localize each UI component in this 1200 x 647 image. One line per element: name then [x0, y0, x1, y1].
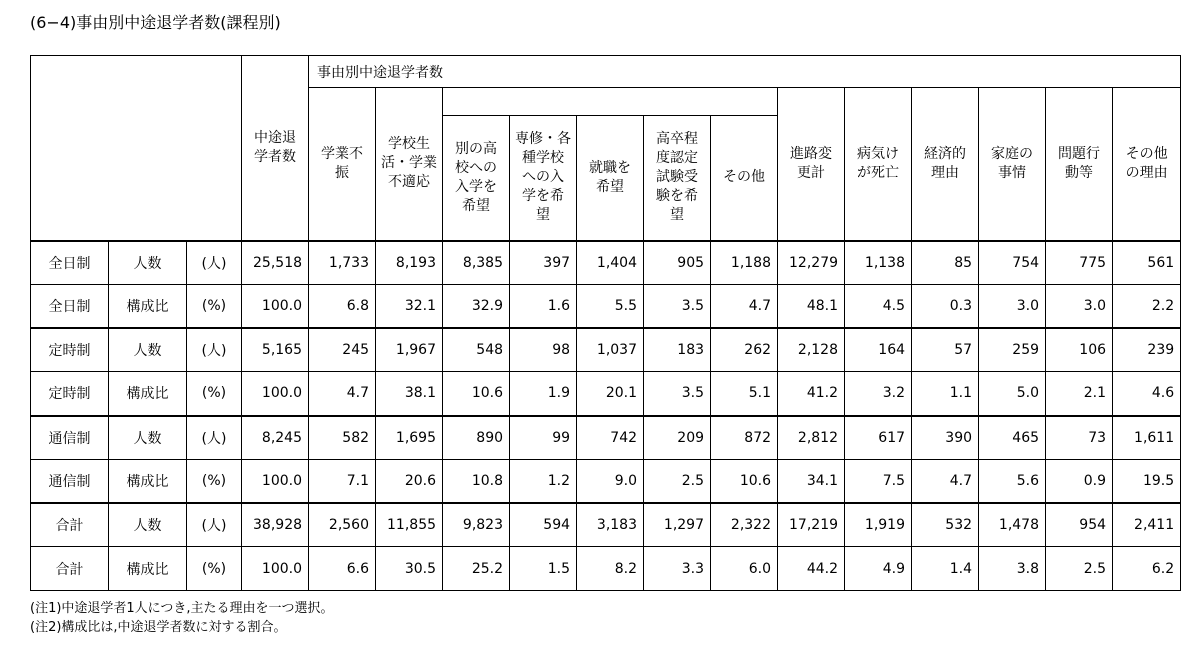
data-cell: 754	[979, 241, 1046, 285]
data-cell: 6.8	[309, 284, 376, 328]
data-cell: 20.6	[376, 459, 443, 503]
row-measure-cell: 人数	[109, 416, 187, 460]
data-cell: 594	[510, 503, 577, 547]
row-course-cell: 合計	[31, 547, 109, 591]
data-cell: 5.0	[979, 372, 1046, 416]
data-cell: 1,695	[376, 416, 443, 460]
row-measure-cell: 人数	[109, 328, 187, 372]
row-course-cell: 全日制	[31, 284, 109, 328]
row-total-cell: 100.0	[242, 284, 309, 328]
data-cell: 245	[309, 328, 376, 372]
data-cell: 30.5	[376, 547, 443, 591]
data-cell: 106	[1046, 328, 1113, 372]
row-total-cell: 100.0	[242, 459, 309, 503]
table-row	[31, 416, 1181, 460]
data-cell: 4.7	[711, 284, 778, 328]
data-cell: 6.0	[711, 547, 778, 591]
corner-header-cell	[31, 56, 242, 241]
col-header-label: 学校生 活・学業 不適応	[381, 136, 438, 191]
data-cell: 9.0	[577, 459, 644, 503]
data-cell: 32.1	[376, 284, 443, 328]
col-header-equivalency-exam	[644, 116, 711, 241]
row-unit-cell: (人)	[187, 503, 242, 547]
data-cell: 262	[711, 328, 778, 372]
data-cell: 4.9	[845, 547, 912, 591]
footnote-2: (注2)構成比は,中途退学者数に対する割合。	[30, 620, 287, 635]
col-header-school-maladjustment	[376, 88, 443, 241]
data-cell: 1,919	[845, 503, 912, 547]
row-measure-cell: 人数	[109, 241, 187, 285]
data-cell: 905	[644, 241, 711, 285]
data-cell: 10.6	[443, 372, 510, 416]
data-cell: 9,823	[443, 503, 510, 547]
data-cell: 4.7	[912, 459, 979, 503]
table-row	[31, 372, 1181, 416]
col-header-label: 進路変 更計	[790, 145, 833, 181]
col-header-label: 学業不 振	[321, 145, 364, 181]
row-total-cell: 8,245	[242, 416, 309, 460]
data-cell: 5.6	[979, 459, 1046, 503]
data-cell: 34.1	[778, 459, 845, 503]
data-cell: 7.5	[845, 459, 912, 503]
data-cell: 1.2	[510, 459, 577, 503]
data-cell: 98	[510, 328, 577, 372]
table-row	[31, 547, 1181, 591]
row-measure-cell: 構成比	[109, 459, 187, 503]
data-cell: 1,037	[577, 328, 644, 372]
col-header-label: 病気け が死亡	[857, 145, 900, 181]
data-cell: 38.1	[376, 372, 443, 416]
data-cell: 954	[1046, 503, 1113, 547]
data-cell: 2,411	[1113, 503, 1181, 547]
footnotes	[30, 599, 334, 637]
row-unit-cell: (%)	[187, 547, 242, 591]
data-cell: 872	[711, 416, 778, 460]
data-cell: 3.0	[1046, 284, 1113, 328]
data-cell: 99	[510, 416, 577, 460]
data-cell: 3,183	[577, 503, 644, 547]
data-cell: 41.2	[778, 372, 845, 416]
data-cell: 3.5	[644, 372, 711, 416]
data-cell: 164	[845, 328, 912, 372]
data-cell: 1,478	[979, 503, 1046, 547]
col-header-career-change-total	[778, 88, 845, 241]
table-row	[31, 328, 1181, 372]
data-cell: 3.8	[979, 547, 1046, 591]
row-total-cell: 38,928	[242, 503, 309, 547]
col-header-vocational-school	[510, 116, 577, 241]
col-header-label: 経済的 理由	[924, 145, 967, 181]
data-cell: 2,128	[778, 328, 845, 372]
data-cell: 11,855	[376, 503, 443, 547]
data-cell: 1,733	[309, 241, 376, 285]
col-header-other-reasons	[1113, 88, 1181, 241]
row-unit-cell: (人)	[187, 328, 242, 372]
data-cell: 6.6	[309, 547, 376, 591]
data-cell: 3.3	[644, 547, 711, 591]
row-course-cell: 全日制	[31, 241, 109, 285]
col-header-label: その他	[723, 169, 766, 186]
row-course-cell: 通信制	[31, 459, 109, 503]
data-cell: 8,385	[443, 241, 510, 285]
data-cell: 2,812	[778, 416, 845, 460]
total-dropouts-header-label: 中途退 学者数	[254, 129, 297, 165]
data-cell: 12,279	[778, 241, 845, 285]
data-cell: 10.6	[711, 459, 778, 503]
table-row	[31, 459, 1181, 503]
data-cell: 8,193	[376, 241, 443, 285]
row-total-cell: 5,165	[242, 328, 309, 372]
data-cell: 2.1	[1046, 372, 1113, 416]
data-cell: 1.9	[510, 372, 577, 416]
data-cell: 6.2	[1113, 547, 1181, 591]
data-cell: 582	[309, 416, 376, 460]
row-course-cell: 通信制	[31, 416, 109, 460]
data-cell: 1,611	[1113, 416, 1181, 460]
data-cell: 617	[845, 416, 912, 460]
data-cell: 19.5	[1113, 459, 1181, 503]
row-total-cell: 100.0	[242, 547, 309, 591]
data-cell: 1,297	[644, 503, 711, 547]
row-measure-cell: 人数	[109, 503, 187, 547]
col-header-family	[979, 88, 1046, 241]
data-cell: 183	[644, 328, 711, 372]
data-cell: 10.8	[443, 459, 510, 503]
data-cell: 44.2	[778, 547, 845, 591]
data-cell: 1,404	[577, 241, 644, 285]
row-unit-cell: (人)	[187, 241, 242, 285]
row-unit-cell: (人)	[187, 416, 242, 460]
col-header-illness-death	[845, 88, 912, 241]
data-cell: 775	[1046, 241, 1113, 285]
row-unit-cell: (%)	[187, 284, 242, 328]
data-cell: 209	[644, 416, 711, 460]
row-measure-cell: 構成比	[109, 284, 187, 328]
data-cell: 465	[979, 416, 1046, 460]
career-change-subgroup-bracket	[443, 88, 778, 116]
data-cell: 2.2	[1113, 284, 1181, 328]
row-course-cell: 定時制	[31, 328, 109, 372]
col-header-behavior	[1046, 88, 1113, 241]
data-cell: 2.5	[644, 459, 711, 503]
row-total-cell: 100.0	[242, 372, 309, 416]
table-row	[31, 284, 1181, 328]
data-cell: 742	[577, 416, 644, 460]
data-cell: 532	[912, 503, 979, 547]
row-unit-cell: (%)	[187, 459, 242, 503]
data-cell: 32.9	[443, 284, 510, 328]
col-header-other-high-school	[443, 116, 510, 241]
total-dropouts-header	[242, 56, 309, 241]
row-measure-cell: 構成比	[109, 547, 187, 591]
page-title: (6−4)事由別中途退学者数(課程別)	[30, 13, 281, 32]
data-cell: 2,322	[711, 503, 778, 547]
col-header-poor-grades	[309, 88, 376, 241]
row-total-cell: 25,518	[242, 241, 309, 285]
data-cell: 57	[912, 328, 979, 372]
data-cell: 85	[912, 241, 979, 285]
data-cell: 4.6	[1113, 372, 1181, 416]
col-header-employment	[577, 116, 644, 241]
data-cell: 2.5	[1046, 547, 1113, 591]
col-header-label: 別の高 校への 入学を 希望	[455, 140, 498, 214]
data-cell: 548	[443, 328, 510, 372]
data-cell: 259	[979, 328, 1046, 372]
col-header-other-career	[711, 116, 778, 241]
data-cell: 17,219	[778, 503, 845, 547]
col-header-label: 専修・各 種学校 への入 学を希 望	[515, 131, 572, 224]
data-cell: 0.9	[1046, 459, 1113, 503]
data-cell: 25.2	[443, 547, 510, 591]
footnote-1: (注1)中途退学者1人につき,主たる理由を一つ選択。	[30, 601, 334, 616]
data-cell: 4.5	[845, 284, 912, 328]
data-cell: 1.1	[912, 372, 979, 416]
data-cell: 561	[1113, 241, 1181, 285]
data-cell: 390	[912, 416, 979, 460]
col-header-label: 就職を 希望	[589, 159, 632, 195]
data-cell: 0.3	[912, 284, 979, 328]
data-cell: 1,138	[845, 241, 912, 285]
table-row	[31, 241, 1181, 285]
data-cell: 48.1	[778, 284, 845, 328]
data-cell: 20.1	[577, 372, 644, 416]
col-header-label: 家庭の 事情	[991, 145, 1034, 181]
data-cell: 3.2	[845, 372, 912, 416]
data-cell: 3.0	[979, 284, 1046, 328]
data-cell: 7.1	[309, 459, 376, 503]
dropout-reasons-table	[30, 55, 1181, 591]
table-row	[31, 503, 1181, 547]
data-cell: 4.7	[309, 372, 376, 416]
data-cell: 5.5	[577, 284, 644, 328]
data-cell: 2,560	[309, 503, 376, 547]
row-unit-cell: (%)	[187, 372, 242, 416]
data-cell: 1,967	[376, 328, 443, 372]
data-cell: 1.6	[510, 284, 577, 328]
data-cell: 1.5	[510, 547, 577, 591]
data-cell: 239	[1113, 328, 1181, 372]
data-cell: 397	[510, 241, 577, 285]
data-cell: 73	[1046, 416, 1113, 460]
data-cell: 1,188	[711, 241, 778, 285]
data-cell: 3.5	[644, 284, 711, 328]
col-header-economic	[912, 88, 979, 241]
col-header-label: その他 の理由	[1125, 145, 1168, 181]
reason-group-header: 事由別中途退学者数	[309, 56, 1181, 88]
data-cell: 890	[443, 416, 510, 460]
data-cell: 1.4	[912, 547, 979, 591]
row-measure-cell: 構成比	[109, 372, 187, 416]
data-cell: 5.1	[711, 372, 778, 416]
col-header-label: 高卒程 度認定 試験受 験を希 望	[656, 131, 699, 224]
data-cell: 8.2	[577, 547, 644, 591]
row-course-cell: 定時制	[31, 372, 109, 416]
col-header-label: 問題行 動等	[1058, 145, 1101, 181]
row-course-cell: 合計	[31, 503, 109, 547]
